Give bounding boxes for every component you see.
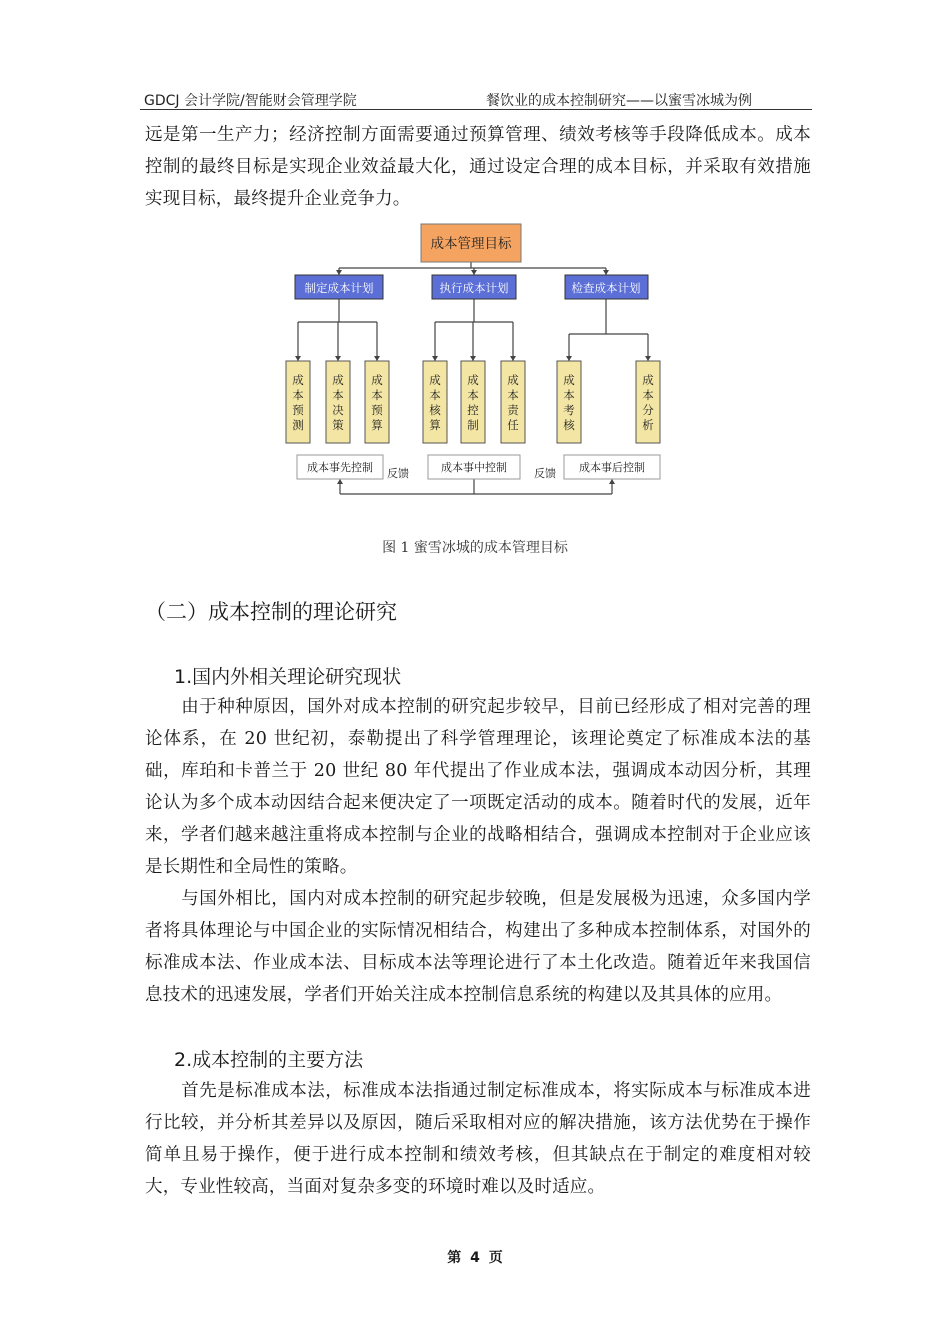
header-divider: [140, 109, 812, 110]
stage-nodes: [297, 455, 660, 479]
arrowhead: [295, 356, 301, 361]
subsection-1-paragraph-2: 与国外相比，国内对成本控制的研究起步较晚，但是发展极为迅速，众多国内学者将具体理论与中国企业的实际情况相结合，构建出了多种成本控制体系，对国外的标准成本法、作业成本法、目标成本法等理论进行了本土化改造。随着近年来我国信息技术的迅速发展，学者们开始关注成本控制信息系统的构建以及其具体的应用。: [145, 889, 811, 1005]
cost-management-diagram: [280, 218, 680, 508]
arrowhead: [335, 356, 341, 361]
leaf-decision-label: 成本决策: [332, 373, 344, 432]
page-footer: [0, 1247, 950, 1267]
root-node-label: 成本管理目标: [430, 236, 512, 252]
leaf-assessment-label: 成本考核: [563, 373, 575, 432]
plan-node-execute-label: 执行成本计划: [439, 281, 509, 295]
arrowhead: [470, 356, 476, 361]
header-thesis-title: 餐饮业的成本控制研究——以蜜雪冰城为例: [486, 93, 752, 109]
leaf-nodes: [286, 361, 660, 443]
feedback-arrowhead: [337, 479, 343, 484]
arrowhead: [432, 356, 438, 361]
leaf-analysis-label: 成本分析: [642, 373, 654, 432]
arrowhead: [566, 356, 572, 361]
leaf-control-label: 成本控制: [467, 373, 479, 432]
subsection-1-paragraph-1: 由于种种原因，国外对成本控制的研究起步较早，目前已经形成了相对完善的理论体系，在 20 世纪初，泰勒提出了科学管理理论，该理论奠定了标准成本法的基础，库珀和卡普兰于 20 世纪 80 年代提出了作业成本法，强调成本动因分析，其理论认为多个成本动因结合起来便决定了一项既定活动的成本。随着时代的发展，近年来，学者们越来越注重将成本控制与企业的战略相结合，强调成本控制对于企业应该是长期性和全局性的策略。: [145, 697, 811, 877]
footer-page-number: 4: [470, 1250, 480, 1266]
section-title: （二）成本控制的理论研究: [145, 600, 397, 624]
plan-node-check-label: 检查成本计划: [571, 281, 641, 295]
stage-node-before-label: 成本事先控制: [307, 461, 373, 474]
arrowhead: [374, 356, 380, 361]
subsection-2-paragraph-1: 首先是标准成本法，标准成本法指通过制定标准成本，将实际成本与标准成本进行比较，并分析其差异以及原因，随后采取相对应的解决措施，该方法优势在于操作简单且易于操作，便于进行成本控制和绩效考核，但其缺点在于制定的难度相对较大，专业性较高，当面对复杂多变的环境时难以及时适应。: [145, 1081, 811, 1197]
footer-prefix: 第: [447, 1250, 462, 1266]
plan-nodes: [295, 275, 648, 299]
footer-suffix: 页: [488, 1250, 503, 1266]
page-header: [140, 88, 812, 110]
arrowhead: [645, 356, 651, 361]
arrowhead: [336, 270, 342, 275]
leaf-budget-label: 成本预算: [371, 373, 383, 432]
leaf-responsibility-label: 成本责任: [507, 373, 519, 432]
arrowhead: [603, 270, 609, 275]
figure-caption: 图 1 蜜雪冰城的成本管理目标: [382, 540, 568, 556]
header-school: GDCJ 会计学院/智能财会管理学院: [144, 93, 357, 109]
subsection-2-title: 2.成本控制的主要方法: [174, 1049, 364, 1071]
stage-node-after-label: 成本事后控制: [579, 461, 645, 474]
plan-node-make-label: 制定成本计划: [304, 281, 374, 295]
feedback-arrowhead: [609, 479, 615, 484]
leaf-accounting-label: 成本核算: [429, 373, 441, 432]
feedback-label-1: 反馈: [387, 467, 409, 480]
intro-paragraph: 远是第一生产力；经济控制方面需要通过预算管理、绩效考核等手段降低成本。成本控制的最终目标是实现企业效益最大化，通过设定合理的成本目标，并采取有效措施实现目标，最终提升企业竞争力。: [145, 125, 811, 209]
leaf-forecast-label: 成本预测: [292, 373, 304, 432]
arrowhead: [510, 356, 516, 361]
arrowhead: [471, 270, 477, 275]
feedback-label-2: 反馈: [534, 467, 556, 480]
subsection-1-title: 1.国内外相关理论研究现状: [174, 666, 402, 688]
stage-node-during-label: 成本事中控制: [441, 461, 507, 474]
